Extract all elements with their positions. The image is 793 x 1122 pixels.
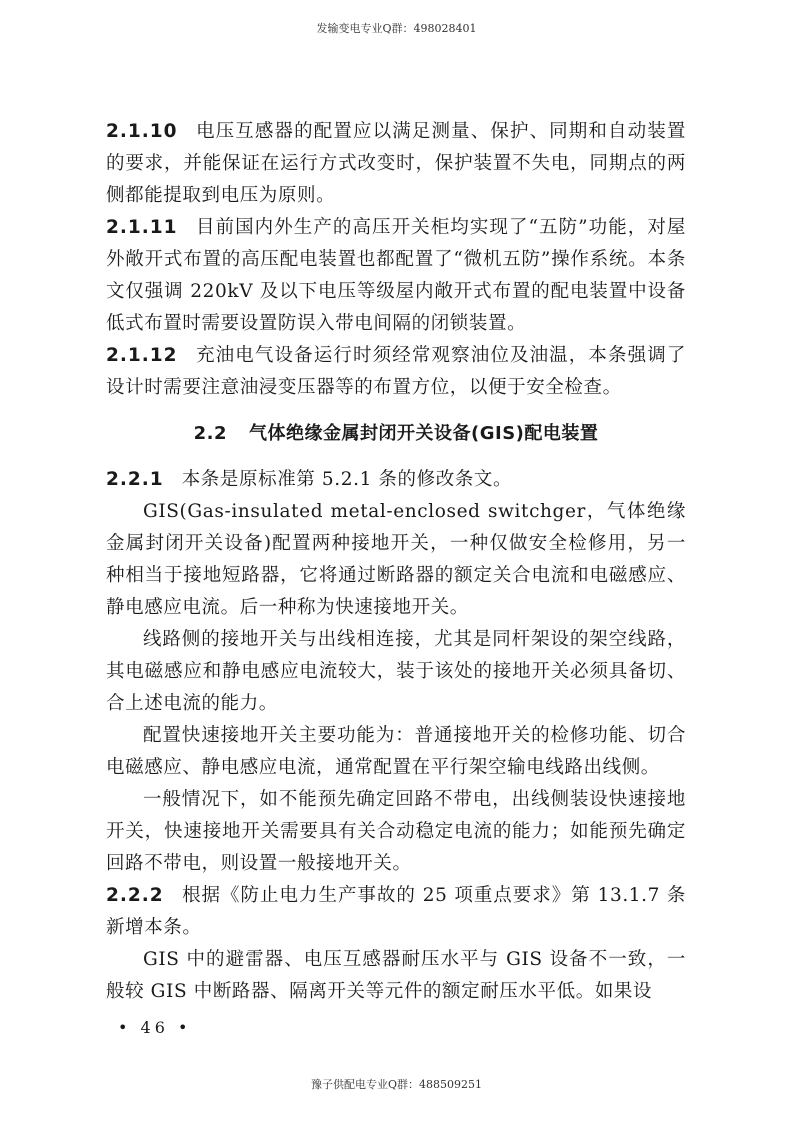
clause-number: 2.2.1 bbox=[106, 469, 164, 490]
header-watermark: 发输变电专业Q群：498028401 bbox=[316, 22, 477, 35]
clause-2-2-1-paragraph-1: GIS(Gas-insulated metal-enclosed switchger，气体绝缘金属封闭开关设备)配置两种接地开关，一种仅做安全检修用，另一种相当于接地短路器，它将通过断路器的额定关合电流和电磁感应、静电感应电流。后一种称为快速接地开关。 bbox=[106, 501, 686, 618]
clause-2-2-1 bbox=[106, 464, 686, 496]
clause-text: 根据《防止电力生产事故的 25 项重点要求》第 13.1.7 条新增本条。 bbox=[106, 885, 686, 938]
clause-2-2-1-paragraph-2: 线路侧的接地开关与出线相连接，尤其是同杆架设的架空线路，其电磁感应和静电感应电流较大，装于该处的接地开关必须具备切、合上述电流的能力。 bbox=[106, 629, 686, 714]
clause-number: 2.2.2 bbox=[106, 885, 164, 906]
section-number: 2.2 bbox=[193, 423, 227, 444]
page-number: • 46 • bbox=[118, 1018, 192, 1037]
footer-watermark: 豫子供配电专业Q群：488509251 bbox=[310, 1078, 482, 1091]
clause-number: 2.1.11 bbox=[106, 217, 178, 238]
clause-2-1-11 bbox=[106, 212, 686, 340]
clause-number: 2.1.10 bbox=[106, 121, 178, 142]
clause-2-2-2 bbox=[106, 880, 686, 944]
page-body bbox=[106, 116, 686, 1008]
section-heading-2-2 bbox=[106, 418, 686, 450]
clause-text: 充油电气设备运行时须经常观察油位及油温，本条强调了设计时需要注意油浸变压器等的布置方位，以便于安全检查。 bbox=[106, 345, 686, 398]
clause-text: 电压互感器的配置应以满足测量、保护、同期和自动装置的要求，并能保证在运行方式改变时，保护装置不失电，同期点的两侧都能提取到电压为原则。 bbox=[106, 121, 686, 206]
clause-text: 目前国内外生产的高压开关柜均实现了“五防”功能，对屋外敞开式布置的高压配电装置也都配置了“微机五防”操作系统。本条文仅强调 220kV 及以下电压等级屋内敞开式布置的配电装置中设备低式布置时需要设置防误入带电间隔的闭锁装置。 bbox=[106, 217, 686, 334]
clause-text: 本条是原标准第 5.2.1 条的修改条文。 bbox=[181, 469, 513, 490]
clause-2-1-12 bbox=[106, 340, 686, 404]
section-title: 气体绝缘金属封闭开关设备(GIS)配电装置 bbox=[249, 423, 599, 444]
clause-2-2-1-paragraph-4: 一般情况下，如不能预先确定回路不带电，出线侧装设快速接地开关，快速接地开关需要具有关合动稳定电流的能力；如能预先确定回路不带电，则设置一般接地开关。 bbox=[106, 789, 686, 874]
clause-2-1-10 bbox=[106, 116, 686, 212]
clause-number: 2.1.12 bbox=[106, 345, 178, 366]
clause-2-2-1-paragraph-3: 配置快速接地开关主要功能为：普通接地开关的检修功能、切合电磁感应、静电感应电流，通常配置在平行架空输电线路出线侧。 bbox=[106, 725, 686, 778]
clause-2-2-2-paragraph-1: GIS 中的避雷器、电压互感器耐压水平与 GIS 设备不一致，一般较 GIS 中断路器、隔离开关等元件的额定耐压水平低。如果设 bbox=[106, 949, 686, 1002]
